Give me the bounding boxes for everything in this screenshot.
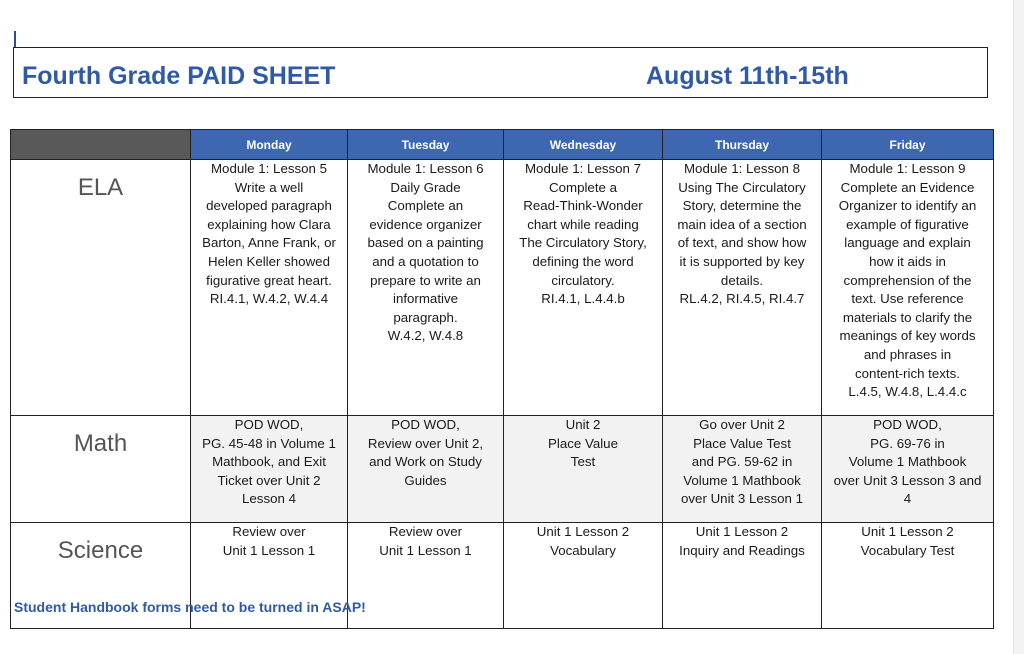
cell-text-line: Mathbook, and Exit	[212, 454, 326, 470]
cell-text-line: Helen Keller showed	[208, 253, 330, 269]
cell-text-line: Place Value	[548, 435, 618, 451]
cell-text-line: Unit 1 Lesson 2	[536, 524, 630, 539]
cell-text-line: Using The Circulatory	[678, 179, 806, 195]
cell-text-line: prepare to write an	[370, 272, 481, 288]
cell-math-thursday	[663, 416, 822, 523]
cell-text-line: Unit 2	[565, 417, 601, 432]
cell-science-friday	[822, 523, 994, 629]
cell-text-line: 4	[903, 491, 912, 507]
cell-text-line: Unit 1 Lesson 1	[222, 542, 316, 558]
cell-text-line: Review over Unit 2,	[367, 435, 484, 451]
cell-text-line: Place Value Test	[693, 435, 791, 451]
subject-label: Math	[11, 416, 191, 523]
cell-text-line: Review over	[232, 524, 306, 539]
cell-text-line: PG. 45-48 in Volume 1	[202, 435, 336, 451]
cell-math-wednesday	[504, 416, 663, 523]
cell-text-line: and PG. 59-62 in	[691, 454, 793, 470]
cell-text-line: Test	[570, 454, 596, 470]
cell-text-line: Lesson 4	[242, 491, 296, 507]
cell-text-line: figurative great heart.	[206, 272, 332, 288]
date-range: August 11th-15th	[646, 62, 849, 90]
title-box	[13, 47, 988, 98]
cell-text-line: RL.4.2, RI.4.5, RI.4.7	[679, 291, 805, 307]
cell-text-line: Unit 1 Lesson 2	[695, 524, 789, 539]
cell-text-line: Ticket over Unit 2	[217, 472, 321, 488]
cell-text-line: language and explain	[844, 235, 971, 251]
cell-text-line: main idea of a section	[677, 216, 807, 232]
cell-science-thursday	[663, 523, 822, 629]
cell-text-line: Inquiry and Readings	[679, 542, 805, 558]
cell-text-line: Vocabulary	[550, 542, 616, 558]
cell-text-line: Barton, Anne Frank, or	[202, 235, 336, 251]
cell-text-line: it is supported by key	[679, 253, 805, 269]
subject-row-ela	[11, 160, 994, 416]
cell-text-line: Module 1: Lesson 9	[849, 161, 966, 176]
cell-text-line: Guides	[404, 472, 447, 488]
cell-text-line: paragraph.	[393, 309, 458, 325]
cell-math-friday	[822, 416, 994, 523]
cell-text-line: Module 1: Lesson 6	[367, 161, 484, 176]
cell-text-line: Volume 1 Mathbook	[848, 454, 967, 470]
cell-text-line: content-rich texts.	[855, 365, 960, 381]
cell-text-line: and Work on Study	[369, 454, 482, 470]
cell-text-line: over Unit 3 Lesson 1	[681, 491, 803, 507]
cell-text-line: Vocabulary Test	[860, 542, 955, 558]
cell-text-line: The Circulatory Story,	[519, 235, 647, 251]
cell-ela-wednesday	[504, 160, 663, 416]
cell-text-line: of text, and show how	[677, 235, 807, 251]
cell-text-line: Unit 1 Lesson 1	[379, 542, 472, 558]
day-header-tuesday: Tuesday	[348, 130, 504, 160]
cell-text-line: defining the word	[532, 253, 634, 269]
cell-text-line: RI.4.1, L.4.4.b	[541, 291, 625, 307]
page-title: Fourth Grade PAID SHEET	[22, 62, 336, 90]
day-header-thursday: Thursday	[663, 130, 822, 160]
cell-text-line: Complete an	[387, 198, 464, 214]
cell-text-line: over Unit 3 Lesson 3 and	[833, 472, 982, 488]
footer-note: Student Handbook forms need to be turned in ASAP!	[14, 599, 366, 615]
cell-ela-monday	[191, 160, 348, 416]
cell-science-tuesday	[348, 523, 504, 629]
cell-text-line: Daily Grade	[390, 179, 461, 195]
cell-text-line: PG. 69-76 in	[870, 435, 945, 451]
cell-text-line: Story, determine the	[682, 198, 802, 214]
subject-label: ELA	[11, 160, 191, 416]
cell-text-line: informative	[392, 291, 459, 307]
cell-ela-friday	[822, 160, 994, 416]
cell-text-line: text. Use reference	[851, 291, 964, 307]
cell-text-line: developed paragraph	[206, 198, 332, 214]
cell-math-tuesday	[348, 416, 504, 523]
cell-text-line: Module 1: Lesson 5	[210, 161, 328, 176]
cell-text-line: chart while reading	[527, 216, 639, 232]
cell-text-line: RI.4.1, W.4.2, W.4.4	[209, 291, 329, 307]
cell-text-line: explaining how Clara	[207, 216, 331, 232]
cell-text-line: Write a well	[234, 179, 304, 195]
cell-text-line: circulatory.	[551, 272, 615, 288]
weekly-plan-table	[10, 129, 994, 629]
cell-math-monday	[191, 416, 348, 523]
day-header-monday: Monday	[191, 130, 348, 160]
cell-text-line: based on a painting	[367, 235, 484, 251]
text-cursor	[14, 31, 16, 47]
cell-text-line: Review over	[388, 524, 463, 539]
cell-text-line: W.4.2, W.4.8	[387, 328, 464, 344]
cell-text-line: POD WOD,	[234, 417, 304, 432]
cell-text-line: Organizer to identify an	[838, 198, 977, 214]
cell-text-line: and phrases in	[863, 346, 952, 362]
cell-text-line: Read-Think-Wonder	[523, 198, 643, 214]
day-header-row	[11, 130, 994, 160]
cell-text-line: and a quotation to	[372, 253, 479, 269]
cell-text-line: Go over Unit 2	[699, 417, 785, 432]
cell-text-line: how it aids in	[869, 253, 946, 269]
cell-text-line: Complete an Evidence	[840, 179, 975, 195]
cell-text-line: example of figurative	[846, 216, 969, 232]
cell-text-line: Module 1: Lesson 7	[524, 161, 642, 176]
cell-text-line: POD WOD,	[391, 417, 460, 432]
page-edge	[1013, 0, 1024, 654]
cell-text-line: Module 1: Lesson 8	[683, 161, 801, 176]
cell-ela-thursday	[663, 160, 822, 416]
cell-text-line: POD WOD,	[873, 417, 942, 432]
cell-text-line: meanings of key words	[839, 328, 976, 344]
cell-text-line: details.	[720, 272, 764, 288]
cell-text-line: materials to clarify the	[842, 309, 973, 325]
day-header-friday: Friday	[822, 130, 994, 160]
cell-text-line: L.4.5, W.4.8, L.4.4.c	[848, 384, 967, 400]
subject-label: Science	[11, 523, 191, 629]
day-header-wednesday: Wednesday	[504, 130, 663, 160]
cell-text-line: Volume 1 Mathbook	[683, 472, 801, 488]
cell-ela-tuesday	[348, 160, 504, 416]
cell-text-line: Unit 1 Lesson 2	[861, 524, 954, 539]
corner-cell	[11, 130, 191, 160]
cell-text-line: evidence organizer	[369, 216, 482, 232]
cell-text-line: Complete a	[549, 179, 617, 195]
subject-row-math	[11, 416, 994, 523]
cell-text-line: comprehension of the	[843, 272, 972, 288]
cell-science-wednesday	[504, 523, 663, 629]
